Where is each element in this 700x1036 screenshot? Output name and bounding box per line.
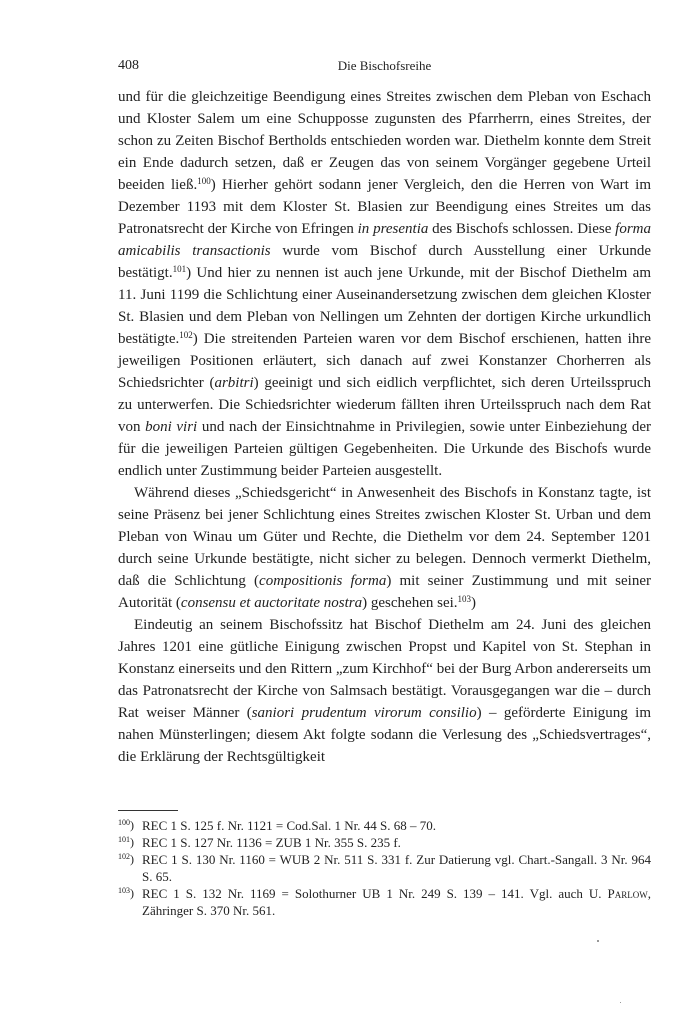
- footnote-reference: 100: [197, 176, 211, 186]
- scan-speck: [620, 1002, 621, 1003]
- text-run: ): [471, 595, 477, 611]
- body-paragraph: [118, 482, 651, 614]
- footnote-reference: 103: [457, 594, 472, 604]
- footnote-101: [118, 834, 651, 851]
- document-page: [118, 58, 651, 919]
- text-run: und für die gleichzeitige Beendigung eines Streites zwischen dem Pleban von Eschach und Kloster Salem um eine Schupposse zugunsten des Pfarrherrn, eines Streites, der schon zu Zeiten Bischof Bertholds entschieden worden war. Diethelm konnte dem Streit ein Ende dadurch setzen, daß er Zeugen das von seinem Vorgänger gegebene Urteil beeiden ließ.: [118, 89, 651, 193]
- text-run: und nach der Einsichtnahme in Privilegien, sowie unter Einbeziehung der für die jeweiligen Parteien gültigen Gegebenheiten. Die Urkunde des Bischofs wurde endlich unter Zustimmung beider Parteien ausgestellt.: [118, 419, 652, 479]
- text-run: Während dieses „Schiedsgericht“ in Anwesenheit des Bischofs in Konstanz tagte, ist seine Präsenz bei jener Schlichtung eines Streites zwischen Kloster St. Urban und dem Pleban von Winau um Güter und Rechte, die Diethelm vor dem 24. September 1201 durch seine Urkunde bestätigte, nicht sicher zu belegen. Dennoch vermerkt Diethelm, daß die Schlichtung (: [118, 485, 651, 589]
- text-run: ) geschehen sei.: [362, 595, 458, 611]
- footnote-text: REC 1 S. 132 Nr. 1169 = Solothurner UB 1 Nr. 249 S. 139 – 141. Vgl. auch U.: [142, 886, 608, 901]
- footnote-text: REC 1 S. 125 f. Nr. 1121 = Cod.Sal. 1 Nr. 44 S. 68 – 70.: [142, 818, 436, 833]
- text-run: ) – geförderte Einigung im nahen Münsterlingen; diesem Akt folgte sodann die Verlesung des „Schiedsvertrages“, die Erklärung der Rechtsgültigkeit: [118, 705, 651, 765]
- text-run: ) Und hier zu nennen ist auch jene Urkunde, mit der Bischof Diethelm am 11. Juni 1199 die Schlichtung einer Auseinandersetzung zwischen dem gleichen Kloster St. Blasien und dem Pleban von Nellingen um Zehnten der dortigen Kirche urkundlich bestätigte.: [118, 265, 651, 347]
- footnote-number: 101: [118, 835, 130, 844]
- running-head: Die Bischofsreihe: [337, 58, 432, 73]
- footnote-reference: 101: [172, 264, 187, 274]
- text-run: des Bischofs schlossen. Diese: [428, 221, 616, 237]
- footnote-reference: 102: [179, 330, 193, 340]
- footnote-number: 100: [118, 818, 130, 827]
- footnote-marker: $^{103}$): [118, 886, 134, 900]
- footnote-author: Parlow: [607, 886, 648, 901]
- footnote-102: [118, 851, 651, 885]
- text-run: wurde vom Bischof durch Ausstellung einer Urkunde bestätigt.: [118, 243, 651, 281]
- body-text: [118, 86, 651, 768]
- latin-phrase: consensu et auctoritate nostra: [180, 595, 363, 611]
- footnote-marker: $^{100}$): [118, 818, 134, 832]
- footnote-text: REC 1 S. 127 Nr. 1136 = ZUB 1 Nr. 355 S. 235 f.: [142, 835, 401, 850]
- footnote-100: [118, 817, 651, 834]
- latin-phrase: saniori prudentum virorum consilio: [251, 705, 477, 721]
- scan-speck: [597, 940, 599, 942]
- footnote-text: , Zähringer S. 370 Nr. 561.: [142, 886, 651, 918]
- footnote-marker: $^{102}$): [118, 852, 134, 866]
- footnotes: [118, 817, 651, 919]
- footnote-marker: $^{101}$): [118, 835, 134, 849]
- text-run: Eindeutig an seinem Bischofssitz hat Bischof Diethelm am 24. Juni des gleichen Jahres 1201 eine gütliche Einigung zwischen Propst und Kapitel von St. Stephan in Konstanz einerseits und den Rittern „zum Kirchhof“ bei der Burg Arbon andererseits um das Patronatsrecht der Kirche von Salmsach bestätigt. Vorausgegangen war die – durch Rat weiser Männer (: [118, 617, 651, 721]
- latin-phrase: compositionis forma: [259, 573, 387, 589]
- footnote-number: 102: [118, 852, 130, 861]
- footnote-text: REC 1 S. 130 Nr. 1160 = WUB 2 Nr. 511 S. 331 f. Zur Datierung vgl. Chart.-Sangall. 3 Nr. 964 S. 65.: [142, 852, 651, 884]
- body-paragraph: [118, 614, 651, 768]
- footnote-103: [118, 885, 651, 919]
- text-run: ) Hierher gehört sodann jener Vergleich, den die Herren von Wart im Dezember 1193 mit dem Kloster St. Blasien zur Beendigung eines Streites um das Patronatsrecht der Kirche von Efringen: [118, 177, 651, 237]
- footnote-divider: [118, 810, 178, 811]
- page-number: 408: [118, 58, 139, 73]
- latin-phrase: in presentia: [357, 221, 429, 237]
- latin-phrase: arbitri: [214, 375, 254, 391]
- text-run: ) Die streitenden Parteien waren vor dem Bischof erschienen, hatten ihre jeweiligen Positionen erläutert, sich danach auf zwei Konstanzer Chorherren als Schiedsrichter (: [118, 331, 651, 391]
- footnote-number: 103: [118, 886, 130, 895]
- body-paragraph: [118, 86, 651, 482]
- latin-phrase: forma amicabilis transactionis: [118, 221, 651, 259]
- latin-phrase: boni viri: [145, 419, 198, 435]
- text-run: ) mit seiner Zustimmung und mit seiner Autorität (: [118, 573, 651, 611]
- text-run: ) geeinigt und sich eidlich verpflichtet, sich deren Urteilsspruch zu unterwerfen. Die Schiedsrichter wiederum fällten ihren Urteilsspruch nach dem Rat von: [118, 375, 651, 435]
- page-header: [118, 58, 651, 76]
